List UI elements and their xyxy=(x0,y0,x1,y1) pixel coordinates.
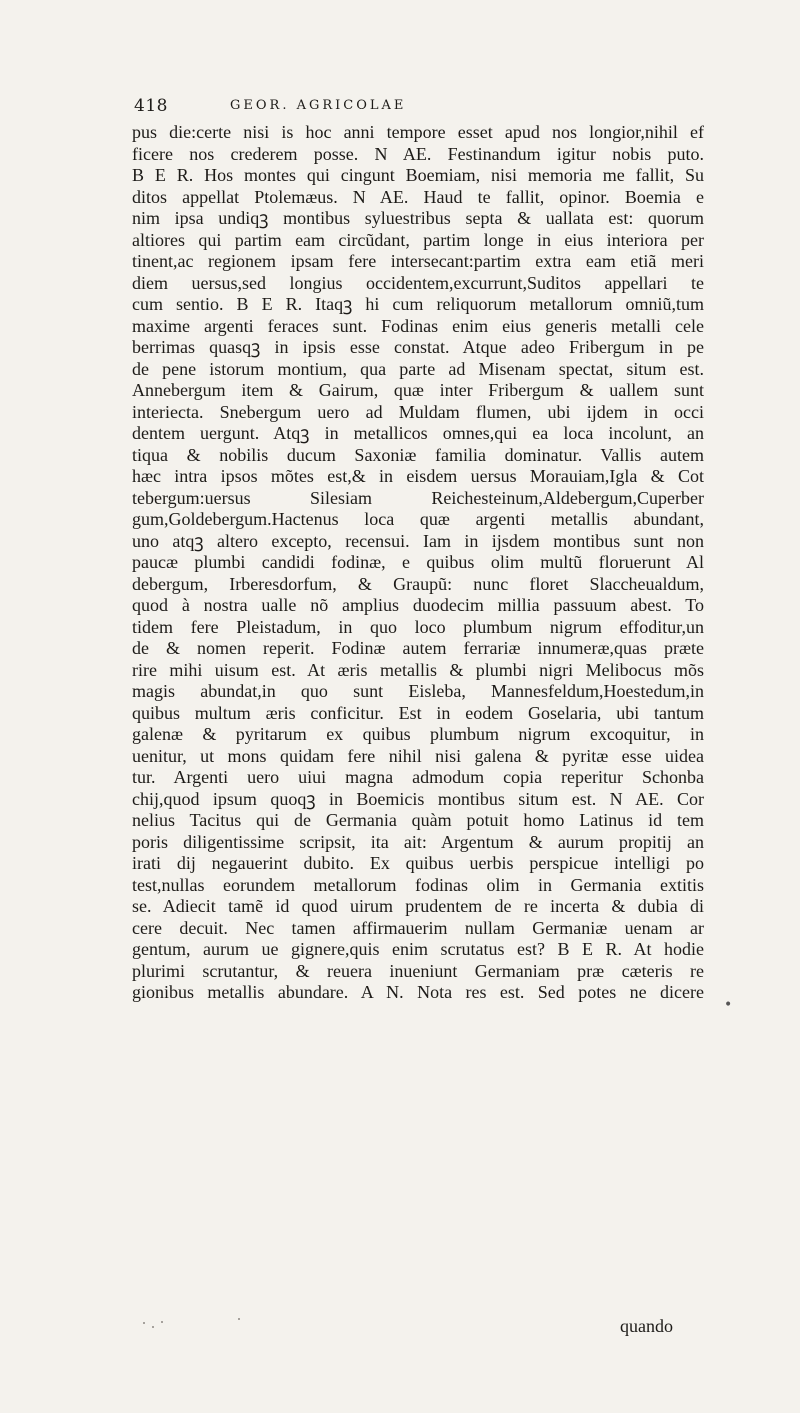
page-number: 418 xyxy=(134,96,168,116)
text-line: debergum, Irberesdorfum, & Graupũ: nunc floret Slaccheualdum, xyxy=(132,573,704,594)
text-line: de pene istorum montium, qua parte ad Misenam spectat, situm est. xyxy=(132,358,704,379)
text-line: quod à nostra ualle nõ amplius duodecim millia passuum abest. To xyxy=(132,595,704,615)
body-text xyxy=(132,122,704,1004)
text-line: gionibus metallis abundare. A N. Nota res est. Sed potes ne dicere xyxy=(132,982,704,1002)
ink-speck xyxy=(238,1318,240,1320)
ink-speck xyxy=(152,1326,154,1328)
text-line: irati dij negauerint dubito. Ex quibus uerbis perspicue intelligi po xyxy=(132,853,704,873)
text-line: ditos appellat Ptolemæus. N AE. Haud te fallit, opinor. Boemia e xyxy=(132,186,704,207)
text-line: cum sentio. B E R. Itaqꝫ hi cum reliquorum metallorum omniũ,tum xyxy=(132,294,704,314)
text-line: uno atqꝫ altero excepto, recensui. Iam in ijsdem montibus sunt non xyxy=(132,530,704,551)
text-line: dentem uergunt. Atqꝫ in metallicos omnes,qui ea loca incolunt, an xyxy=(132,423,704,443)
text-line: nim ipsa undiqꝫ montibus syluestribus septa & uallata est: quorum xyxy=(132,208,704,228)
text-line: rire mihi uisum est. At æris metallis & plumbi nigri Melibocus mõs xyxy=(132,659,704,680)
text-line: berrimas quasqꝫ in ipsis esse constat. Atque adeo Fribergum in pe xyxy=(132,337,704,357)
text-line: cere decuit. Nec tamen affirmauerim nullam Germaniæ uenam ar xyxy=(132,917,704,938)
text-line: tinent,ac regionem ipsam fere intersecant:partim extra eam etiã meri xyxy=(132,251,704,271)
text-line: gum,Goldebergum.Hactenus loca quæ argenti metallis abundant, xyxy=(132,509,704,529)
text-line: de & nomen reperit. Fodinæ autem ferrariæ innumeræ,quas præte xyxy=(132,638,704,658)
text-line: plurimi scrutantur, & reuera inueniunt Germaniam præ cæteris re xyxy=(132,960,704,981)
text-line: magis abundat,in quo sunt Eisleba, Mannesfeldum,Hoestedum,in xyxy=(132,681,704,701)
text-line: ficere nos crederem posse. N AE. Festinandum igitur nobis puto. xyxy=(132,143,704,164)
text-line: tidem fere Pleistadum, in quo loco plumbum nigrum effoditur,un xyxy=(132,616,704,637)
margin-mark: • xyxy=(724,997,733,1013)
running-title: GEOR. AGRICOLAE xyxy=(230,98,407,113)
text-line: se. Adiecit tamẽ id quod uirum prudentem de re incerta & dubia di xyxy=(132,896,704,916)
text-line: maxime argenti feraces sunt. Fodinas enim eius generis metalli cele xyxy=(132,315,704,336)
catchword: quando xyxy=(620,1316,673,1336)
running-head xyxy=(134,96,704,120)
ink-speck xyxy=(161,1321,163,1323)
text-line: paucæ plumbi candidi fodinæ, e quibus olim multũ floruerunt Al xyxy=(132,552,704,572)
text-line: pus die:certe nisi is hoc anni tempore esset apud nos longior,nihil ef xyxy=(132,122,704,142)
text-line: altiores qui partim eam circũdant, partim longe in eius interiora per xyxy=(132,229,704,250)
text-line: quibus multum æris conficitur. Est in eodem Goselaria, ubi tantum xyxy=(132,702,704,723)
ink-speck xyxy=(143,1322,145,1324)
text-line: tebergum:uersus Silesiam Reichesteinum,Aldebergum,Cuperber xyxy=(132,487,704,508)
text-line: test,nullas eorundem metallorum fodinas olim in Germania extitis xyxy=(132,874,704,895)
text-line: gentum, aurum ue gignere,quis enim scrutatus est? B E R. At hodie xyxy=(132,939,704,959)
text-line: interiecta. Snebergum uero ad Muldam flumen, ubi ijdem in occi xyxy=(132,401,704,422)
text-line: chij,quod ipsum quoqꝫ in Boemicis montibus situm est. N AE. Cor xyxy=(132,788,704,809)
text-line: diem uersus,sed longius occidentem,excurrunt,Suditos appellari te xyxy=(132,272,704,293)
text-line: galenæ & pyritarum ex quibus plumbum nigrum excoquitur, in xyxy=(132,724,704,744)
text-line: nelius Tacitus qui de Germania quàm potuit homo Latinus id tem xyxy=(132,810,704,830)
text-line: tiqua & nobilis ducum Saxoniæ familia dominatur. Vallis autem xyxy=(132,444,704,465)
text-line: uenitur, ut mons quidam fere nihil nisi galena & pyritæ esse uidea xyxy=(132,745,704,766)
text-line: Annebergum item & Gairum, quæ inter Fribergum & uallem sunt xyxy=(132,380,704,400)
text-line: tur. Argenti uero uiui magna admodum copia reperitur Schonba xyxy=(132,767,704,787)
text-line: hæc intra ipsos mõtes est,& in eisdem uersus Morauiam,Igla & Cot xyxy=(132,466,704,486)
text-line: poris diligentissime scripsit, ita ait: Argentum & aurum propitij an xyxy=(132,831,704,852)
text-line: B E R. Hos montes qui cingunt Boemiam, nisi memoria me fallit, Su xyxy=(132,165,704,185)
